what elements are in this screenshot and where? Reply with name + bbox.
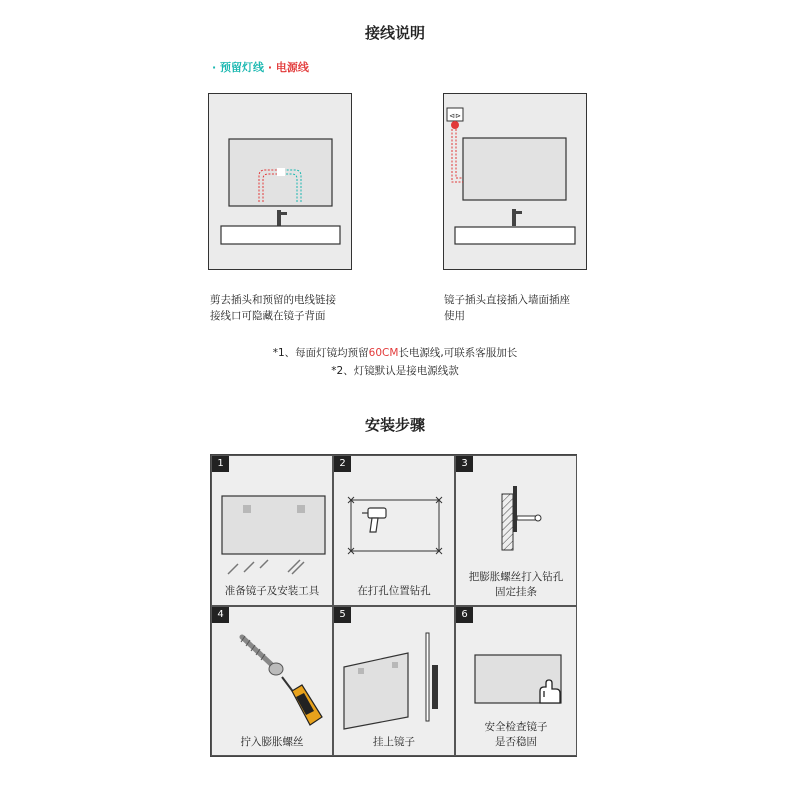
hanger-strip [513, 486, 517, 532]
install-step-4 [211, 606, 333, 756]
hanger-pad [358, 668, 364, 674]
caption-plug-line1: 镜子插头直接插入墙面插座 [444, 294, 570, 306]
install-step-1 [211, 455, 333, 606]
wiring-legend [212, 59, 309, 75]
step-number: 3 [456, 456, 473, 472]
install-step-3 [455, 455, 577, 606]
step-number: 4 [212, 607, 229, 623]
legend-power-wire: · 电源线 [264, 61, 309, 74]
step-number: 2 [334, 456, 351, 472]
wiring-title: 接线说明 [364, 24, 425, 42]
faucet-icon [512, 209, 522, 226]
reserved-wire-diagram [209, 94, 353, 271]
sink-counter [221, 226, 340, 244]
step-caption: 准备镜子及安装工具 [224, 585, 320, 597]
caption-reserved [210, 292, 336, 324]
screw-icon [241, 636, 283, 675]
hanger-pad [243, 505, 251, 513]
step-caption: 在打孔位置钻孔 [357, 585, 431, 597]
step-number: 5 [334, 607, 351, 623]
step-number: 6 [456, 607, 473, 623]
install-step-5 [333, 606, 455, 756]
caption-reserved-line2: 接线口可隐藏在镜子背面 [210, 310, 326, 322]
hanger-strip [432, 665, 438, 709]
drill-guide [348, 497, 442, 554]
step-caption: 安全检查镜子 是否稳固 [484, 721, 548, 748]
faucet-icon [277, 210, 287, 226]
plug-wire-diagram [444, 94, 588, 271]
legend-reserved-wire: · 预留灯线 [212, 61, 265, 74]
drill-icon [362, 508, 386, 532]
install-step-6 [455, 606, 577, 756]
screwdriver-icon [282, 677, 322, 725]
connector-block [277, 168, 285, 176]
step-caption: 把膨胀螺丝打入钻孔 固定挂条 [468, 571, 564, 598]
wiring-diagram-plug [443, 93, 587, 270]
wall-section [426, 633, 429, 721]
step-caption: 挂上镜子 [373, 736, 415, 748]
hanger-pad [392, 662, 398, 668]
note-2: *2、灯镜默认是接电源线款 [331, 365, 459, 377]
svg-text:⊲⊳: ⊲⊳ [449, 112, 461, 120]
install-title: 安装步骤 [364, 416, 425, 434]
install-step-2 [333, 455, 455, 606]
step-number: 1 [212, 456, 229, 472]
caption-reserved-line1: 剪去插头和预留的电线链接 [210, 294, 336, 306]
note-highlight: 60CM [368, 347, 399, 359]
wiring-diagram-reserved [208, 93, 352, 270]
mirror-shape [463, 138, 566, 200]
screw-icon [228, 560, 304, 574]
mirror-shape [344, 653, 408, 729]
caption-plug-line2: 使用 [444, 310, 465, 322]
sink-counter [455, 227, 575, 244]
mirror-shape [222, 496, 325, 554]
outlet-icon [447, 108, 463, 129]
step-caption: 拧入膨胀螺丝 [240, 736, 304, 748]
hanger-pad [297, 505, 305, 513]
note-1: *1、每面灯镜均预留60CM长电源线,可联系客服加长 [272, 347, 518, 359]
install-steps-grid [210, 454, 577, 757]
power-wire [452, 129, 463, 182]
caption-plug [444, 292, 570, 324]
wall-section [502, 494, 513, 550]
